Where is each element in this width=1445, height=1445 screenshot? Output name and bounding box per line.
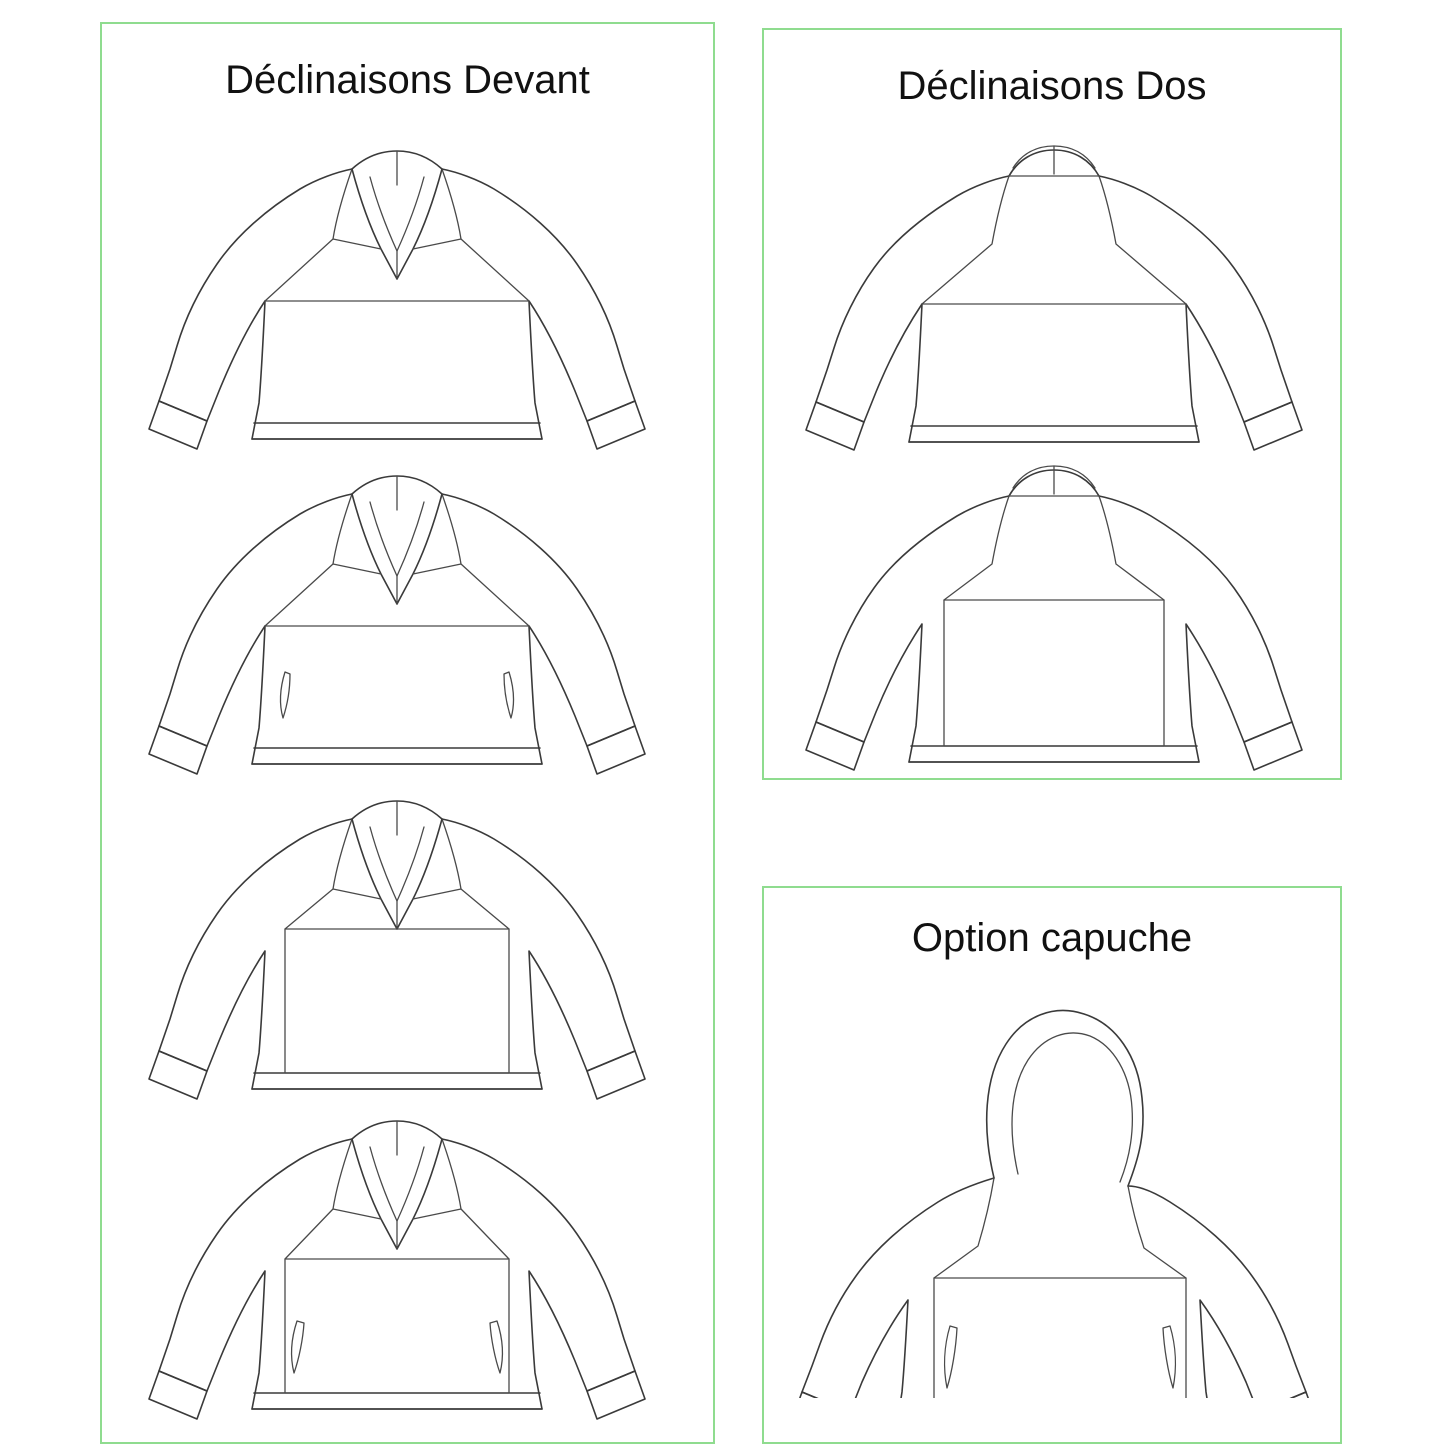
panel-option-capuche (762, 886, 1342, 1444)
sweatshirt-back-plain (794, 130, 1314, 460)
panel-declinaisons-dos (762, 28, 1342, 780)
sweatshirt-front-kangaroo-pocket-welt (137, 1099, 657, 1429)
sweatshirt-front-kangaroo-pocket (137, 779, 657, 1109)
hoodie-front-kangaroo-pocket (794, 978, 1314, 1398)
panel-title-front: Déclinaisons Devant (225, 58, 590, 102)
sweatshirt-front-plain (137, 129, 657, 459)
panel-title-hood: Option capuche (911, 916, 1193, 960)
sweatshirt-front-side-pockets (137, 454, 657, 784)
panel-declinaisons-devant (100, 22, 715, 1444)
panel-title-back: Déclinaisons Dos (897, 64, 1207, 108)
sweatshirt-back-panel (794, 450, 1314, 780)
